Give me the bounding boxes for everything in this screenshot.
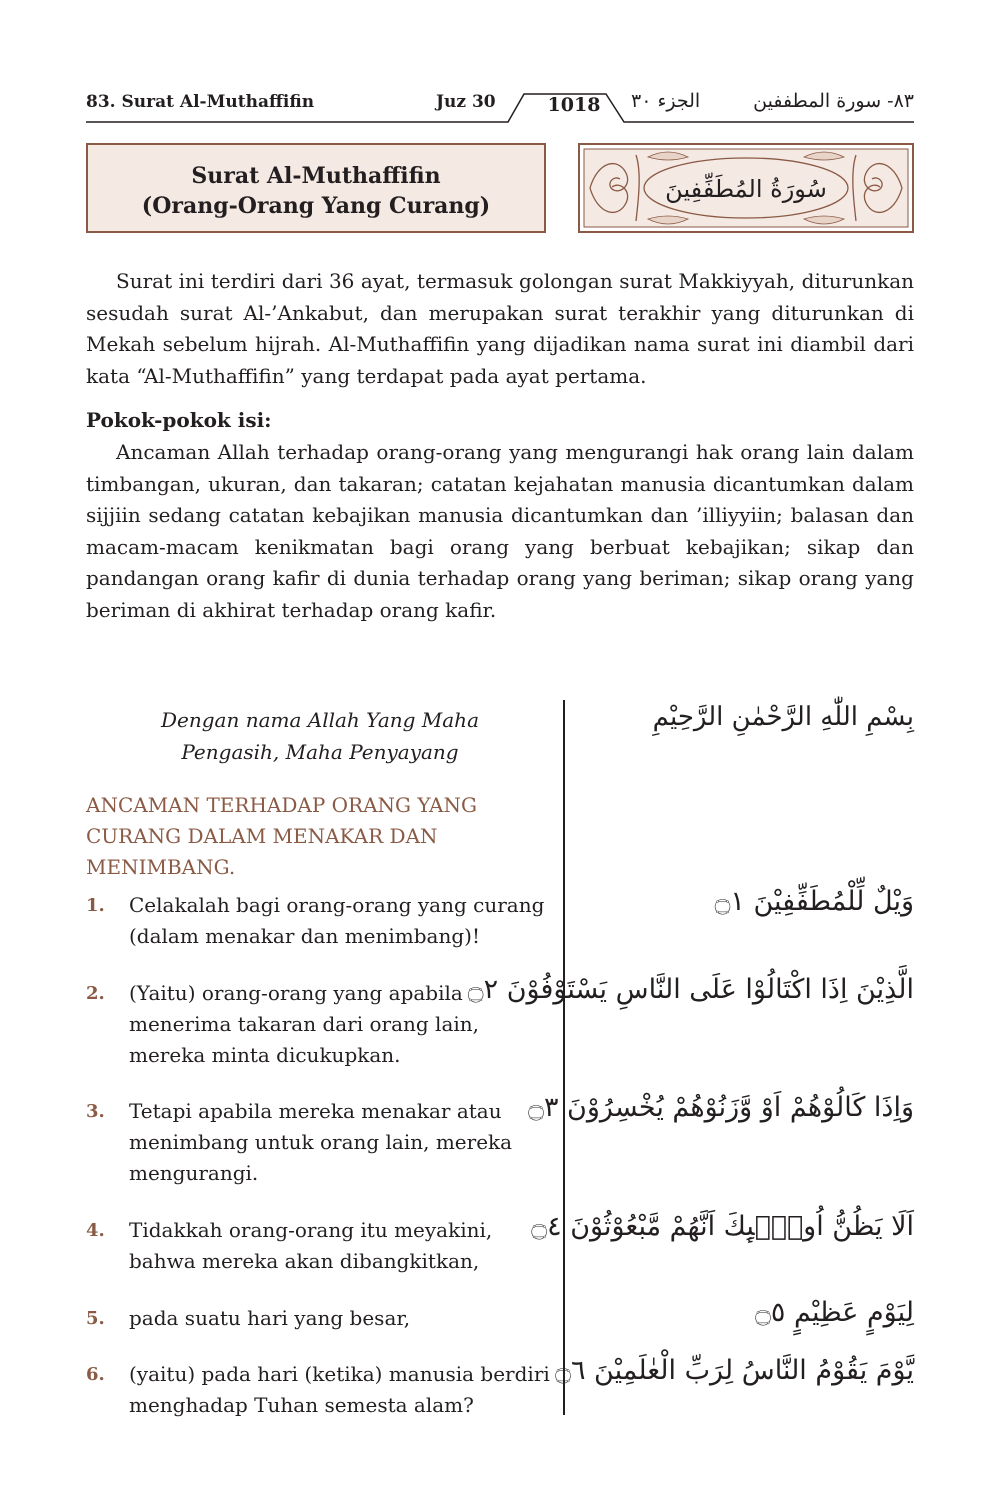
basmala-line-1: Dengan nama Allah Yang Maha bbox=[161, 708, 479, 732]
verse-translation: pada suatu hari yang besar, bbox=[129, 1306, 411, 1330]
section-heading-line-1: ANCAMAN TERHADAP ORANG YANG bbox=[86, 793, 477, 817]
surah-title-box bbox=[86, 143, 546, 233]
column-divider bbox=[563, 700, 565, 1415]
verse-arabic: الَّذِيْنَ اِذَا اكْتَالُوْا عَلَى النَّاسِ يَسْتَوْفُوْنَ ۝٢ bbox=[467, 974, 914, 1005]
verse-arabic: وَاِذَا كَالُوْهُمْ اَوْ وَّزَنُوْهُمْ يُخْسِرُوْنَ ۝٣ bbox=[528, 1092, 914, 1123]
section-heading bbox=[86, 790, 526, 883]
verse-number: 1. bbox=[86, 895, 105, 916]
basmala-arabic: بِسْمِ اللّٰهِ الرَّحْمٰنِ الرَّحِيْمِ bbox=[652, 702, 914, 732]
verse-number: 6. bbox=[86, 1364, 105, 1385]
verse-translation: (Yaitu) orang-orang yang apabila menerima takaran dari orang lain, mereka minta dicukupkan. bbox=[129, 981, 480, 1067]
surah-title-arabic: سُورَةُ المُطَفِّفِينَ bbox=[665, 175, 827, 203]
surah-subtitle: (Orang-Orang Yang Curang) bbox=[141, 193, 491, 219]
section-heading-line-2: CURANG DALAM MENAKAR DAN bbox=[86, 824, 438, 848]
basmala-line-2: Pengasih, Maha Penyayang bbox=[181, 740, 459, 764]
verse-number: 5. bbox=[86, 1308, 105, 1329]
section-heading-line-3: MENIMBANG. bbox=[86, 855, 236, 879]
pokok-heading: Pokok-pokok isi: bbox=[86, 408, 272, 432]
surah-title: Surat Al-Muthaffifin bbox=[191, 163, 441, 189]
header-surah-latin: 83. Surat Al-Muthaffifin bbox=[86, 92, 315, 112]
basmala-translation bbox=[140, 704, 500, 768]
header-juz: Juz 30 bbox=[436, 92, 496, 112]
verse-translation: Celakalah bagi orang-orang yang curang (dalam menakar dan menimbang)! bbox=[129, 893, 545, 948]
verse-number: 3. bbox=[86, 1101, 105, 1122]
surah-intro: Surat ini terdiri dari 36 ayat, termasuk golongan surat Makkiyyah, diturunkan sesudah surat Al-’Ankabut, dan merupakan surat terakhir yang diturunkan di Mekah sebelum hijrah. Al-Muthaffifin yang dijadikan nama surat ini diambil dari kata “Al-Muthaffifin” yang terdapat pada ayat pertama. bbox=[86, 269, 914, 388]
page-number: 1018 bbox=[547, 94, 601, 116]
header-juz-arabic: الجزء ٣٠ bbox=[631, 90, 701, 112]
header-surah-arabic: ٨٣- سورة المطففين bbox=[753, 90, 914, 112]
verse-translation: (yaitu) pada hari (ketika) manusia berdiri menghadap Tuhan semesta alam? bbox=[129, 1362, 550, 1417]
verse-arabic: وَيْلٌ لِّلْمُطَفِّفِيْنَ ۝١ bbox=[714, 886, 914, 917]
surah-arabic-ornament bbox=[578, 143, 914, 233]
verse-number: 2. bbox=[86, 983, 105, 1004]
verse-arabic: يَّوْمَ يَقُوْمُ النَّاسُ لِرَبِّ الْعٰلَمِيْنَ ۝٦ bbox=[555, 1355, 914, 1386]
verse-arabic: لِيَوْمٍ عَظِيْمٍ ۝٥ bbox=[755, 1297, 914, 1328]
verse-translation: Tidakkah orang-orang itu meyakini, bahwa mereka akan dibangkitkan, bbox=[129, 1218, 493, 1273]
pokok-text: Ancaman Allah terhadap orang-orang yang mengurangi hak orang lain dalam timbangan, ukuran, dan takaran; catatan kejahatan manusia dicantumkan dalam sijjiin sedang catatan kebajikan manusia dicantumkan dan ’illiyyiin; balasan dan macam-macam kenikmatan bagi orang yang berbuat kebajikan; sikap dan pandangan orang kafir di dunia terhadap orang yang beriman; sikap orang yang beriman di akhirat terhadap orang kafir. bbox=[86, 440, 914, 622]
verse-number: 4. bbox=[86, 1220, 105, 1241]
page-header bbox=[86, 86, 914, 126]
verse-arabic: اَلَا يَظُنُّ اُولٰۤىِٕكَ اَنَّهُمْ مَّبْعُوْثُوْنَ ۝٤ bbox=[531, 1211, 914, 1242]
verse-translation: Tetapi apabila mereka menakar atau menimbang untuk orang lain, mereka mengurangi. bbox=[129, 1099, 513, 1185]
